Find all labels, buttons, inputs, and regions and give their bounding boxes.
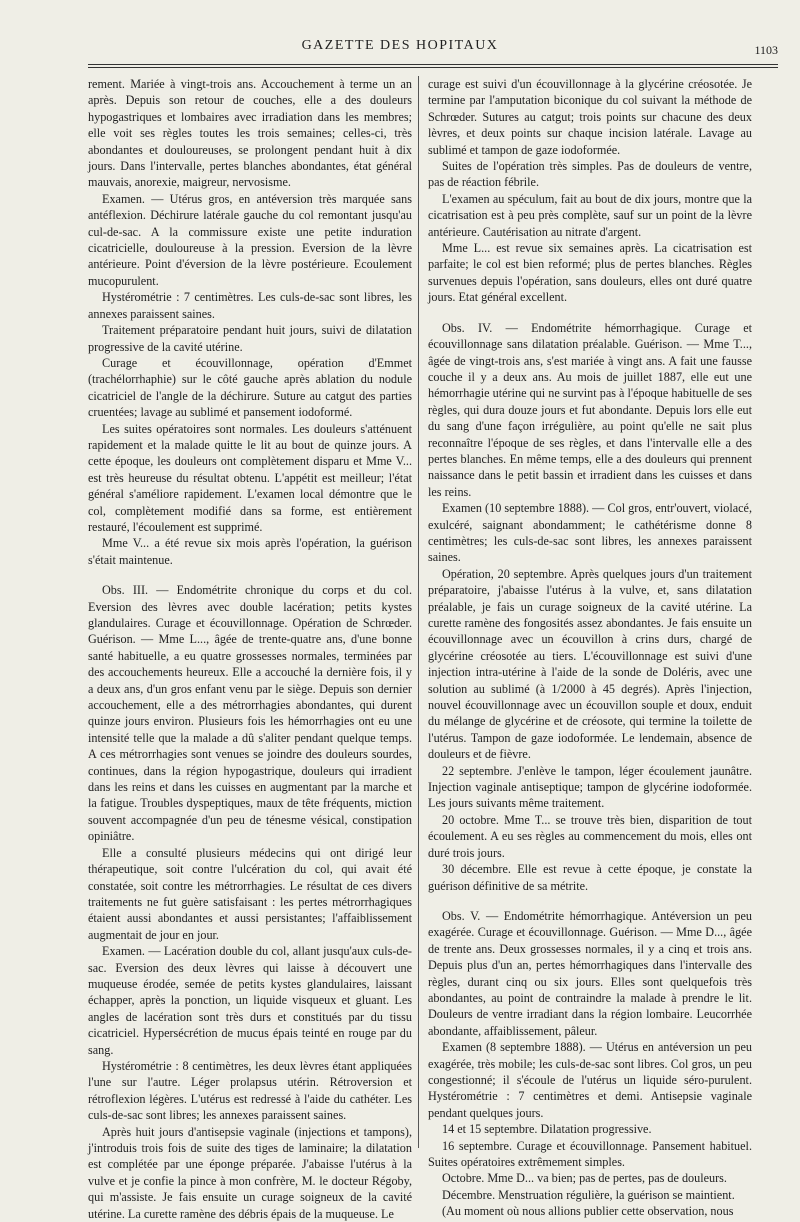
paragraph: Mme L... est revue six semaines après. La cicatrisation est parfaite; le col est bien reformé; plus de pertes blanches. Règles survenues depuis l'opération, sans douleurs, elles ont duré quatre jours. Etat général excellent. [428, 241, 752, 305]
header-rule-top [88, 64, 778, 65]
observation-paragraph: Obs. III. — Endométrite chronique du corps et du col. Eversion des lèvres avec double lacération; petits kystes glandulaires. Curage et écouvillonnage. Opération de Schrœder. Guérison. — Mme L..., âgée de trente-quatre ans, d'une bonne santé habituelle, a eu quatre grossesses normales, terminées par des accouchements heureux. Elle a accouché la dernière fois, il y a deux ans, d'un gros enfant venu par le siège. Depuis son dernier accouchement, elle a des métrorrhagies abondantes, qui durent quinze jours environ. Plusieurs fois les hémorrhagies ont eu une intensité telle que la malade a dû s'aliter pendant quelque temps. A ces métrorrhagies sont venues se joindre des douleurs sourdes, continues, dans la région hypogastrique, douleurs qui irradient dans les reins et dans les cuisses en augmentant par la marche et la fatigue. Troubles dyspeptiques, maux de tête fréquents, miction souvent accompagnée d'un peu de ténesme vésical, constipation opiniâtre. [88, 583, 412, 844]
paragraph: curage est suivi d'un écouvillonnage à la glycérine créosotée. Je termine par l'amputation biconique du col suivant la méthode de Schrœder. Sutures au catgut; trois points sur chacune des deux lèvres, et deux points sur chaque incision latérale. Lavage au sublimé et tampon de gaze iodoformée. [428, 77, 752, 157]
section-gap [428, 894, 752, 908]
paragraph: Elle a consulté plusieurs médecins qui ont dirigé leur thérapeutique, soit contre l'ulcération du col, qui avait été constatée, soit contre les métrorrhagies. Le résultat de ces divers traitements ne fut guère satisfaisant : les pertes métrorrhagiques étaient aussi abondantes et aussi persistantes; l'affaiblissement augmentait de jour en jour. [88, 845, 412, 942]
observation-paragraph: Obs. IV. — Endométrite hémorrhagique. Curage et écouvillonnage sans dilatation préalable. Guérison. — Mme T..., âgée de vingt-trois ans, s'est mariée à vingt ans. A fait une fausse couche il y a deux ans. Au mois de juillet 1887, elle eut une hémorrhagie utérine qui ne survint pas à l'époque habituelle de ses règles, qui dura douze jours et fut abondante. Depuis lors elle eut du sang d'une façon irrégulière, au point qu'elle ne sait plus reconnaître l'époque de ses règles, et dans l'intervalle elle a des pertes blanches. En même temps, elle a des douleurs qui prennent naissance dans le petit bassin et irradient dans les cuisses et dans les reins. [428, 320, 752, 499]
paragraph: 30 décembre. Elle est revue à cette époque, je constate la guérison définitive de sa métrite. [428, 862, 752, 893]
paragraph: 16 septembre. Curage et écouvillonnage. Pansement habituel. Suites opératoires extrêmement simples. [428, 1138, 752, 1169]
column-divider [418, 76, 419, 1148]
paragraph: Curage et écouvillonnage, opération d'Emmet (trachélorrhaphie) sur le côté gauche après ablation du nodule cicatriciel de l'angle de la déchirure. Suture au catgut des parties cruentées; lavage au sublimé et pansement iodoformé. [88, 355, 412, 420]
section-gap [88, 568, 412, 582]
paragraph: rement. Mariée à vingt-trois ans. Accouchement à terme un an après. Depuis son retour de couches, elle a des douleurs hypogastriques et lombaires avec irradiation dans les membres; elle voit ses règles toutes les trois semaines; celles-ci, très abondantes et douloureuses, se prolongent pendant huit à dix jours. Dans l'intervalle, pertes blanches abondantes, état général mauvais, anorexie, maigreur, nervosisme. [88, 77, 412, 190]
paragraph: L'examen au spéculum, fait au bout de dix jours, montre que la cicatrisation est à peu près complète, sauf sur un point de la lèvre antérieure. Cautérisation au nitrate d'argent. [428, 191, 752, 239]
paragraph: Traitement préparatoire pendant huit jours, suivi de dilatation progressive de la cavité utérine. [88, 323, 412, 354]
section-gap [428, 306, 752, 320]
running-title: GAZETTE DES HOPITAUX [301, 38, 499, 53]
observation-paragraph: Obs. V. — Endométrite hémorrhagique. Antéversion un peu exagérée. Curage et écouvillonnage. Guérison. — Mme D..., âgée de trente ans. Deux grossesses normales, il y a cinq et trois ans. Depuis plus d'un an, pertes hémorrhagiques dans l'intervalle des règles, durant cinq ou six jours. Elles sont quelquefois très abondantes, au point de contraindre la malade à prendre le lit. Douleurs de ventre irradiant dans la région lombaire. Leucorrhée abondante, affaiblissement, pâleur. [428, 908, 752, 1038]
paragraph: Les suites opératoires sont normales. Les douleurs s'atténuent rapidement et la malade quitte le lit au bout de quinze jours. A cette époque, les douleurs ont complètement disparu et Mme V... est très heureuse du résultat obtenu. L'appétit est meilleur; l'état général s'améliore rapidement. L'examen local démontre que le col, complètement modifié dans sa forme, est entièrement restauré, l'écoulement est supprimé. [88, 421, 412, 534]
page-header [0, 38, 800, 60]
paragraph: Examen (8 septembre 1888). — Utérus en antéversion un peu exagérée, très mobile; les culs-de-sac sont libres. Col gros, un peu congestionné; il s'écoule de l'utérus un liquide séro-purulent. Hystérométrie : 7 centimètres et demi. Antisepsie vaginale pendant quelques jours. [428, 1040, 752, 1120]
paragraph: Examen. — Lacération double du col, allant jusqu'aux culs-de-sac. Eversion des deux lèvres qui laisse à découvert une muqueuse érodée, semée de petits kystes glandulaires, laissant échapper, après la ponction, un liquide visqueux et gluant. Les angles de lacération sont très durs et constitués par du tissu cicatriciel. Hypersécrétion de mucus épais teinté en rouge par du sang. [88, 944, 412, 1057]
paragraph: 20 octobre. Mme T... se trouve très bien, disparition de tout écoulement. A eu ses règles au commencement du mois, elles ont duré trois jours. [428, 812, 752, 860]
paragraph: Opération, 20 septembre. Après quelques jours d'un traitement préparatoire, j'abaisse l'utérus à la vulve, et, sans dilatation préalable, je fais un curage soigneux de la cavité utérine. La curette ramène des fongosités assez abondantes. Je fais ensuite un écouvillonnage avec un écouvillon à crins durs, chargé de glycérine créosotée au tiers. L'écouvillonnage est suivi d'une injection intra-utérine à l'aide de la sonde de Doléris, avec une solution au sublimé (à 1/2000 à 45 degrés). Après l'injection, nouvel écouvillonnage avec un écouvillon souple et doux, enduit du mélange de glycérine et de créosote, qui termine la toilette de l'utérus. Tampon de gaze iodoformée. Le lendemain, absence de douleurs et de fièvre. [428, 566, 752, 762]
paragraph: Octobre. Mme D... va bien; pas de pertes, pas de douleurs. [442, 1171, 727, 1186]
paragraph: Hystérométrie : 8 centimètres, les deux lèvres étant appliquées l'une sur l'autre. Léger prolapsus utérin. Rétroversion et rétroflexion légères. L'utérus est redressé à l'aide du cathéter. Les culs-de-sac sont libres; les annexes paraissent saines. [88, 1058, 412, 1123]
right-column [428, 76, 752, 1220]
left-column [88, 76, 412, 1222]
paragraph: 22 septembre. J'enlève le tampon, léger écoulement jaunâtre. Injection vaginale antiseptique; tampon de glycérine iodoformée. Les jours suivants même traitement. [428, 763, 752, 811]
header-rule-bottom [88, 67, 778, 68]
paragraph: Examen. — Utérus gros, en antéversion très marquée sans antéflexion. Déchirure latérale gauche du col remontant jusqu'au cul-de-sac. A la commissure existe une petite induration cicatricielle, douloureuse à la pression. Eversion de la lèvre antérieure. Point d'éversion de la lèvre postérieure. Ecoulement mucopurulent. [88, 191, 412, 288]
paragraph: (Au moment où nous allions publier cette observation, nous [442, 1204, 734, 1219]
paragraph: Hystérométrie : 7 centimètres. Les culs-de-sac sont libres, les annexes paraissent saines. [88, 290, 412, 321]
paragraph: Mme V... a été revue six mois après l'opération, la guérison s'était maintenue. [88, 536, 412, 567]
paragraph: 14 et 15 septembre. Dilatation progressive. [442, 1122, 652, 1137]
paragraph: Décembre. Menstruation régulière, la guérison se maintient. [442, 1187, 735, 1202]
page-number: 1103 [754, 43, 778, 57]
paragraph: Après huit jours d'antisepsie vaginale (injections et tampons), j'introduis trois fois de suite des tiges de laminaire; la dilatation est complétée par une éponge préparée. J'abaisse l'utérus à la vulve et je confie la pince à mon confrère, M. le docteur Régoby, qui m'assiste. Je fais ensuite un curage soigneux de la cavité utérine. La curette ramène des débris épais de la muqueuse. Le [88, 1124, 412, 1221]
paragraph: Examen (10 septembre 1888). — Col gros, entr'ouvert, violacé, exulcéré, saignant abondamment; le cathétérisme donne 8 centimètres; les culs-de-sac sont libres, les annexes paraissent saines. [428, 501, 752, 565]
paragraph: Suites de l'opération très simples. Pas de douleurs de ventre, pas de réaction fébrile. [428, 159, 752, 190]
